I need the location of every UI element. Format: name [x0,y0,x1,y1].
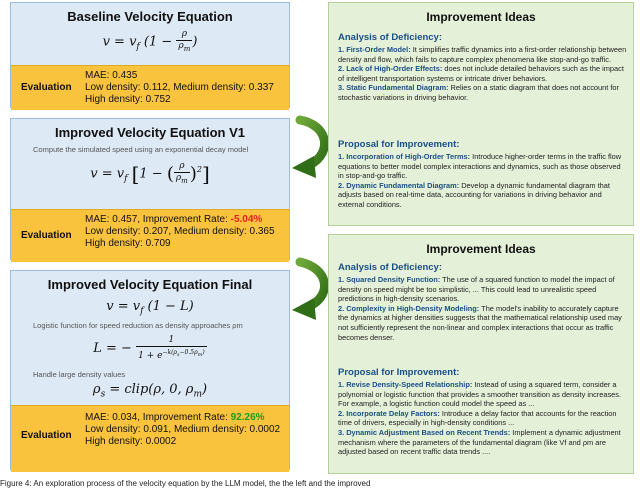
proposal-item: 1. Revise Density-Speed Relationship: Instead of using a squared term, consider a polynomial or logistic function that provides a smoother transition as density increases. For example, a logistic function could model the speed as ... [338,380,622,409]
final-panel [10,270,290,470]
proposal-item: 3. Dynamic Adjustment Based on Recent Trends: Implement a dynamic adjustment mechanism where the parameters of the fundamental diagram (like Vf and ρm are adjusted based on recent traffic data trends .... [338,427,621,457]
baseline-title: Baseline Velocity Equation [67,9,233,24]
final-equation-1: $v = v_f$ (1 − L) [106,299,194,317]
v1-eval-lines [85,214,275,250]
final-equation-3: $\rho_s$ = clip(ρ, 0, $\rho_m$) [92,382,208,400]
v1-eval-mae [85,214,275,226]
baseline-equation: $v = v_f$ (1 − $\frac{\rho}{\rho_m}$ ) [102,29,198,53]
baseline-eval-line: High density: 0.752 [85,94,171,105]
final-note-1: Logistic function for speed reduction as density approaches ρm [33,321,243,330]
baseline-eval-lines [85,70,274,106]
final-equation-2: L = − $\frac{1}{1 + e^{-k(\rho_s-0.5\rho_m)}}$ [93,335,205,361]
v1-title: Improved Velocity Equation V1 [55,125,245,140]
v1-equation: $v = v_f$ [1 − ( $\frac{\rho}{\rho_m}$ )$^2$] [90,161,210,186]
final-eval-line: Low density: 0.091, Medium density: 0.0002 [85,424,281,435]
final-eval-label: Evaluation [21,430,72,441]
ideas-panel-1 [328,2,634,226]
ideas-panel-2 [328,234,634,474]
proposal-item: 2. Dynamic Fundamental Diagram: Develop a dynamic fundamental diagram that adjusts based on real-time data, accounting for variations in driving behavior and external conditions. [338,180,610,209]
analysis-item: 3. Static Fundamental Diagram: Relies on a static diagram that does not account for stochastic variations in driving behavior. [338,83,619,102]
proposal-list [338,152,628,210]
analysis-title: Analysis of Deficiency: [338,32,443,43]
arrow-icon [292,120,325,178]
analysis-list [338,275,628,342]
analysis-item: 1. First-Order Model: It simplifies traffic dynamics into a first-order relationship between density and flow, which fails to capture complex phenomena like stop-and-go traffic. [338,45,627,64]
proposal-title: Proposal for Improvement: [338,139,460,150]
arrow-icon [292,262,325,320]
v1-panel [10,118,290,260]
analysis-item: 2. Lack of High-Order Effects: does not include detailed behaviors such as the impact of intelligent transportation systems or intricate driver behaviors. [338,64,624,83]
v1-eval-line: Low density: 0.207, Medium density: 0.365 [85,226,275,237]
final-title: Improved Velocity Equation Final [47,277,253,292]
analysis-item: 2. Complexity in High-Density Modeling: The model's inability to accurately capture the dynamics at higher densities suggests that the mathematical relationship used may not sufficiently represent the non-linear and complex interactions that occur as traffic becomes denser. [338,303,622,342]
baseline-eval-label: Evaluation [21,82,72,93]
proposal-item: 1. Incorporation of High-Order Terms: Introduce higher-order terms in the traffic flow equations to better model complex interactions and dynamics, such as those observed in stop-and-go traffic. [338,152,622,181]
final-note-2: Handle large density values [33,370,126,379]
v1-eval-bar [11,209,289,262]
baseline-panel [10,2,290,108]
figure-caption: Figure 4: An exploration process of the velocity equation by the LLM model, the the left and the improved [0,479,371,488]
baseline-eval-line: MAE: 0.435 [85,70,138,81]
analysis-list [338,45,628,103]
final-eval-bar [11,405,289,472]
analysis-title: Analysis of Deficiency: [338,262,443,273]
ideas-title: Improvement Ideas [426,242,536,256]
v1-note: Compute the simulated speed using an exponential decay model [33,145,249,154]
final-improvement-rate: 92.26% [230,412,265,423]
final-eval-mae [85,412,280,424]
final-eval-line: High density: 0.0002 [85,436,177,447]
final-eval-lines [85,412,280,448]
v1-eval-label: Evaluation [21,230,72,241]
proposal-title: Proposal for Improvement: [338,367,460,378]
proposal-item: 2. Incorporate Delay Factors: Introduce a delay factor that accounts for the reaction time of drivers, especially in high-density conditions ... [338,408,617,428]
ideas-title: Improvement Ideas [426,10,536,24]
baseline-eval-bar [11,65,289,110]
v1-mae-text: MAE: 0.457, Improvement Rate: [85,214,231,225]
analysis-item: 1. Squared Density Function: The use of a squared function to model the impact of density on speed might be too simplistic, ... This could lead to unrealistic speed predictions in high-density scenarios. [338,275,615,304]
v1-eval-line: High density: 0.709 [85,238,171,249]
proposal-list [338,380,628,457]
baseline-eval-line: Low density: 0.112, Medium density: 0.337 [85,82,274,93]
v1-improvement-rate: -5.04% [230,214,263,225]
final-mae-text: MAE: 0.034, Improvement Rate: [85,412,231,423]
